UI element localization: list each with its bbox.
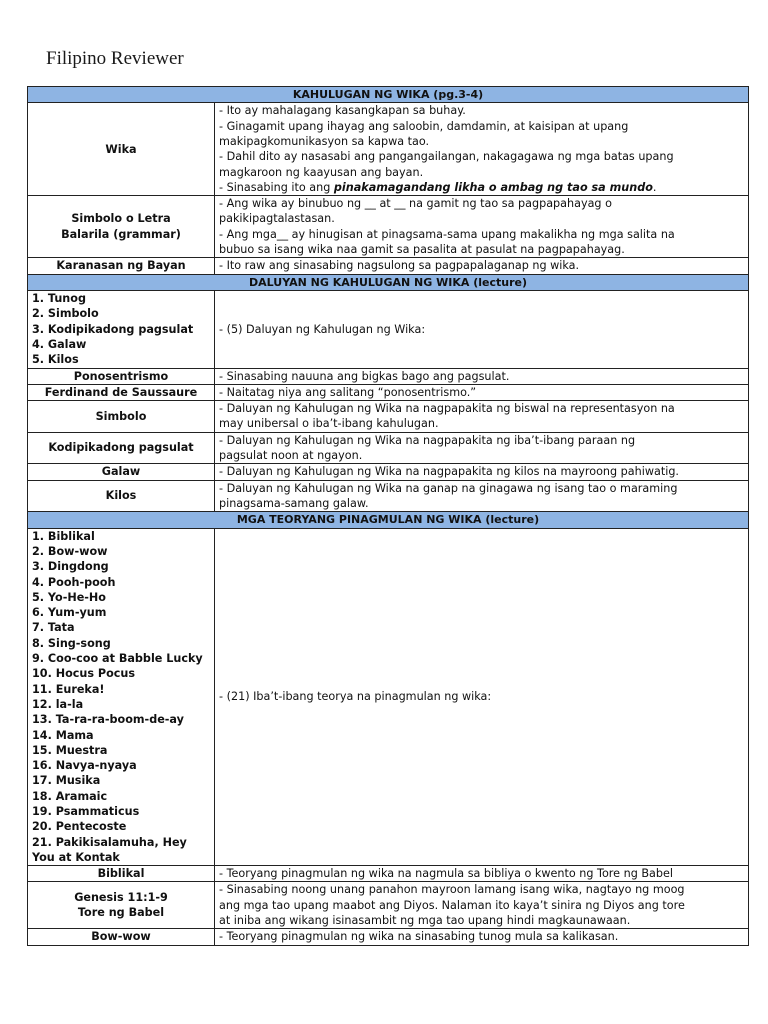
definition-line: pinagsama-samang galaw.: [219, 496, 369, 510]
term-list-item: 3. Dingdong: [32, 560, 109, 574]
term-cell: [28, 929, 215, 945]
definition-line: - Naitatag niya ang salitang “ponosentrismo.”: [219, 385, 477, 399]
definition-cell: [215, 196, 749, 258]
term-text: Ferdinand de Saussaure: [44, 385, 198, 399]
term-list-item: 3. Kodipikadong pagsulat: [32, 322, 194, 336]
term-text: Wika: [105, 142, 137, 156]
definition-cell: [215, 866, 749, 882]
definition-cell: [215, 401, 749, 433]
term-text: Karanasan ng Bayan: [56, 259, 186, 273]
term-list-item: 9. Coo-coo at Babble Lucky: [32, 652, 203, 666]
section-heading: DALUYAN NG KAHULUGAN NG WIKA (lecture): [28, 274, 749, 290]
definition-text: - Sinasabing ito ang: [219, 180, 331, 194]
term-list-item: 17. Musika: [32, 774, 101, 788]
definition-cell: [215, 258, 749, 274]
term-cell: [28, 258, 215, 274]
term-list-item: 12. la-la: [32, 697, 84, 711]
term-list-item: 11. Eureka!: [32, 682, 105, 696]
section-heading: KAHULUGAN NG WIKA (pg.3-4): [28, 87, 749, 103]
term-text: Kilos: [105, 489, 137, 503]
definition-cell: [215, 882, 749, 929]
definition-line: - (5) Daluyan ng Kahulugan ng Wika:: [219, 322, 426, 336]
definition-line: may unibersal o iba’t-ibang kahulugan.: [219, 417, 439, 431]
section-header-row: [28, 87, 749, 103]
table-row: [28, 464, 749, 480]
term-text: Tore ng Babel: [77, 906, 165, 920]
term-list-item: 7. Tata: [32, 621, 75, 635]
term-list-item: 5. Yo-He-Ho: [32, 590, 106, 604]
definition-line: pagsulat noon at ngayon.: [219, 449, 363, 463]
definition-cell: [215, 480, 749, 512]
term-list-item: 14. Mama: [32, 728, 94, 742]
table-row: [28, 103, 749, 196]
definition-line: - Ang mga__ ay hinugisan at pinagsama-sama upang makalikha ng mga salita na: [219, 227, 675, 241]
term-text: Ponosentrismo: [73, 369, 169, 383]
term-cell: [28, 384, 215, 400]
term-list-item: 6. Yum-yum: [32, 606, 107, 620]
section-header-row: [28, 512, 749, 528]
term-text: Galaw: [101, 465, 141, 479]
table-row: [28, 866, 749, 882]
term-list-item: 8. Sing-song: [32, 636, 111, 650]
definition-line: - Ito ay mahalagang kasangkapan sa buhay.: [219, 104, 466, 118]
term-list-item: 13. Ta-ra-ra-boom-de-ay: [32, 713, 184, 727]
term-list-item: 5. Kilos: [32, 353, 79, 367]
term-cell: [28, 882, 215, 929]
definition-cell: [215, 464, 749, 480]
definition-line: - Dahil dito ay nasasabi ang pangangailangan, nakagagawa ng mga batas upang: [219, 150, 674, 164]
section-header-row: [28, 274, 749, 290]
definition-line: bubuo sa isang wika naa gamit sa pasalita at pasulat na pagpapahayag.: [219, 243, 625, 257]
term-list-item: 21. Pakikisalamuha, Hey: [32, 835, 187, 849]
term-list-item: 4. Pooh-pooh: [32, 575, 116, 589]
term-list-item: 16. Navya-nyaya: [32, 759, 137, 773]
definition-line: - Teoryang pinagmulan ng wika na nagmula sa bibliya o kwento ng Tore ng Babel: [219, 867, 673, 881]
term-text: Genesis 11:1-9: [74, 891, 168, 905]
term-list-item: 19. Psammaticus: [32, 804, 140, 818]
term-list-item: 20. Pentecoste: [32, 820, 127, 834]
term-list-item: You at Kontak: [32, 850, 120, 864]
term-list-item: 15. Muestra: [32, 743, 108, 757]
definition-cell: [215, 103, 749, 196]
definition-line: - Sinasabing noong unang panahon mayroon lamang isang wika, nagtayo ng moog: [219, 883, 685, 897]
definition-line: - (21) Iba’t-ibang teorya na pinagmulan ng wika:: [219, 690, 492, 704]
definition-line: - Daluyan ng Kahulugan ng Wika na nagpapakita ng biswal na representasyon na: [219, 402, 675, 416]
term-text: Kodipikadong pagsulat: [48, 441, 194, 455]
table-row: [28, 196, 749, 258]
definition-line: - Sinasabing nauuna ang bigkas bago ang pagsulat.: [219, 369, 510, 383]
definition-line: at iniba ang wikang isinasambit ng mga tao upang hindi magkaunawaan.: [219, 914, 631, 928]
document-title: Filipino Reviewer: [46, 48, 184, 69]
definition-line: - Daluyan ng Kahulugan ng Wika na nagpapakita ng kilos na mayroong pahiwatig.: [219, 465, 679, 479]
table-row: [28, 401, 749, 433]
term-list-cell: [28, 528, 215, 866]
table-row: [28, 384, 749, 400]
definition-line: - Daluyan ng Kahulugan ng Wika na ganap na ginagawa ng isang tao o maraming: [219, 481, 678, 495]
term-cell: [28, 196, 215, 258]
definition-line: - Ito raw ang sinasabing nagsulong sa pagpapalaganap ng wika.: [219, 259, 580, 273]
definition-line: magkaroon ng kaayusan ang bayan.: [219, 165, 424, 179]
table-row: [28, 882, 749, 929]
term-list-cell: [28, 291, 215, 368]
table-row: [28, 291, 749, 368]
definition-cell: [215, 368, 749, 384]
term-cell: [28, 464, 215, 480]
table-row: [28, 480, 749, 512]
term-list-item: 10. Hocus Pocus: [32, 667, 136, 681]
term-cell: [28, 480, 215, 512]
term-text: Simbolo o Letra: [71, 212, 171, 226]
definition-line: - Ang wika ay binubuo ng __ at __ na gamit ng tao sa pagpapahayag o: [219, 197, 612, 211]
term-text: Biblikal: [97, 867, 145, 881]
definition-line: [219, 180, 744, 195]
term-list-item: 1. Biblikal: [32, 529, 95, 543]
table-row: [28, 432, 749, 464]
definition-line: makipagkomunikasyon sa kapwa tao.: [219, 135, 430, 148]
definition-cell: [215, 432, 749, 464]
definition-emphasis: pinakamagandang likha o ambag ng tao sa mundo: [333, 180, 653, 194]
table-row: [28, 258, 749, 274]
definition-tail: .: [652, 180, 657, 194]
term-text: Balarila (grammar): [61, 227, 181, 241]
definition-cell: [215, 528, 749, 866]
reviewer-table: [27, 86, 749, 946]
definition-cell: [215, 929, 749, 945]
term-cell: [28, 401, 215, 433]
term-list-item: 2. Bow-wow: [32, 544, 108, 558]
term-text: Bow-wow: [91, 930, 151, 944]
term-text: Simbolo: [95, 409, 147, 423]
term-list-item: 2. Simbolo: [32, 307, 99, 321]
table-row: [28, 528, 749, 866]
table-row: [28, 929, 749, 945]
definition-line: - Daluyan ng Kahulugan ng Wika na nagpapakita ng iba’t-ibang paraan ng: [219, 433, 636, 447]
definition-cell: [215, 384, 749, 400]
definition-line: pakikipagtalastasan.: [219, 212, 335, 226]
definition-line: - Ginagamit upang ihayag ang saloobin, damdamin, at kaisipan at upang: [219, 119, 629, 133]
definition-cell: [215, 291, 749, 368]
section-heading: MGA TEORYANG PINAGMULAN NG WIKA (lecture): [28, 512, 749, 528]
definition-line: - Teoryang pinagmulan ng wika na sinasabing tunog mula sa kalikasan.: [219, 930, 619, 944]
term-cell: [28, 866, 215, 882]
term-cell: [28, 103, 215, 196]
term-list-item: 1. Tunog: [32, 292, 86, 306]
term-cell: [28, 432, 215, 464]
term-list-item: 4. Galaw: [32, 337, 87, 351]
term-cell: [28, 368, 215, 384]
definition-line: ang mga tao upang maabot ang Diyos. Nalaman ito kaya’t sinira ng Diyos ang tore: [219, 898, 685, 912]
term-list-item: 18. Aramaic: [32, 789, 108, 803]
table-row: [28, 368, 749, 384]
